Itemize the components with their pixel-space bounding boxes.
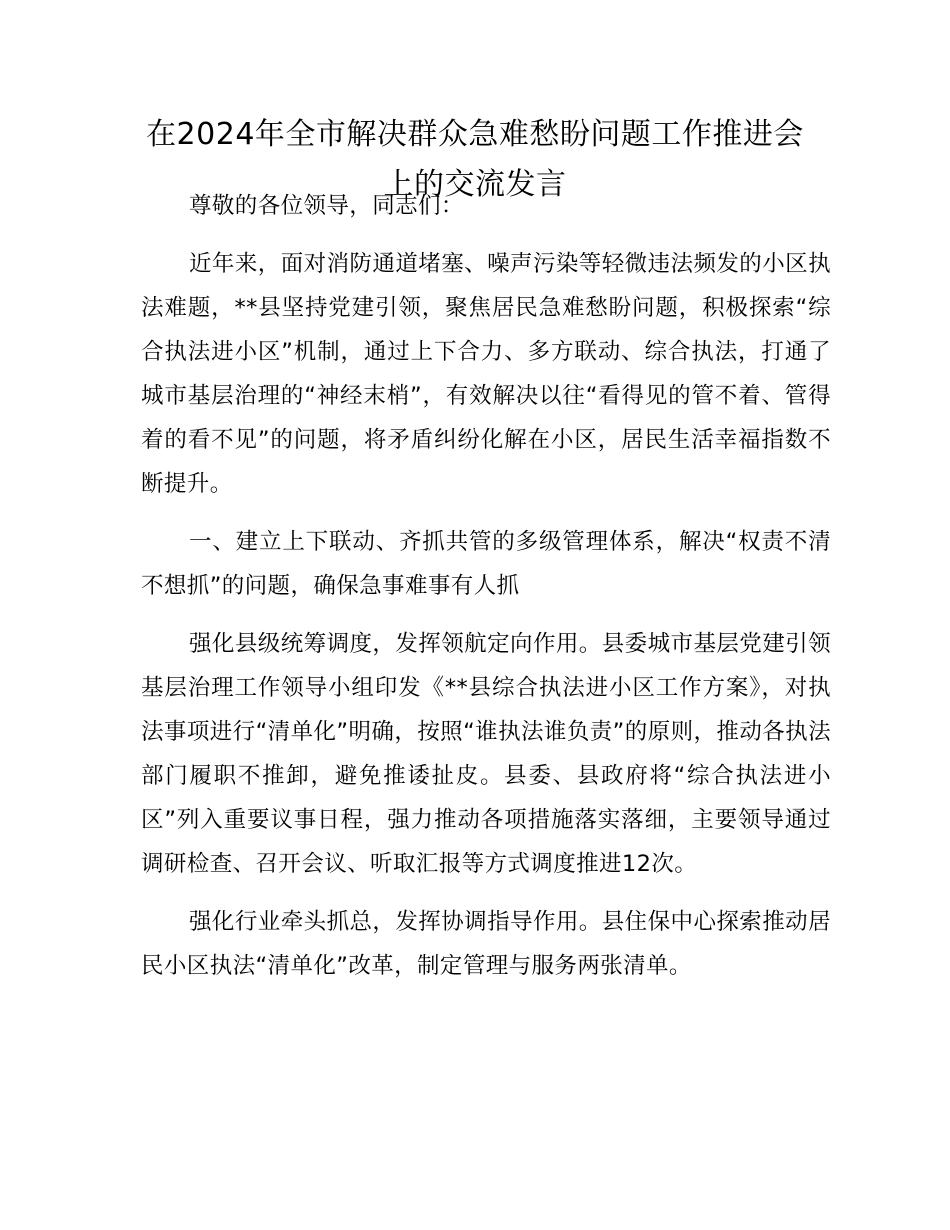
document-title: 在2024年全市解决群众急难愁盼问题工作推进会上的交流发言 — [146, 117, 804, 202]
document-body — [141, 184, 831, 1002]
body-paragraph: 强化县级统筹调度，发挥领航定向作用。县委城市基层党建引领基层治理工作领导小组印发《**县综合执法进小区工作方案》，对执法事项进行“清单化”明确，按照“谁执法谁负责”的原则，推动各执法部门履职不推卸，避免推诿扯皮。县委、县政府将“综合执法进小区”列入重要议事日程，强力推动各项措施落实落细，主要领导通过调研检查、召开会议、听取汇报等方式调度推进12次。 — [141, 631, 831, 877]
intro-paragraph: 近年来，面对消防通道堵塞、噪声污染等轻微违法频发的小区执法难题，**县坚持党建引领，聚焦居民急难愁盼问题，积极探索“综合执法进小区”机制，通过上下合力、多方联动、综合执法，打通了城市基层治理的“神经末梢”，有效解决以往“看得见的管不着、管得着的看不见”的问题，将矛盾纠纷化解在小区，居民生活幸福指数不断提升。 — [141, 251, 831, 497]
body-paragraph: 强化行业牵头抓总，发挥协调指导作用。县住保中心探索推动居民小区执法“清单化”改革，制定管理与服务两张清单。 — [141, 909, 831, 979]
section-heading-1: 一、建立上下联动、齐抓共管的多级管理体系，解决“权责不清不想抓”的问题，确保急事难事有人抓 — [141, 529, 831, 599]
salutation: 尊敬的各位领导，同志们： — [189, 193, 464, 219]
